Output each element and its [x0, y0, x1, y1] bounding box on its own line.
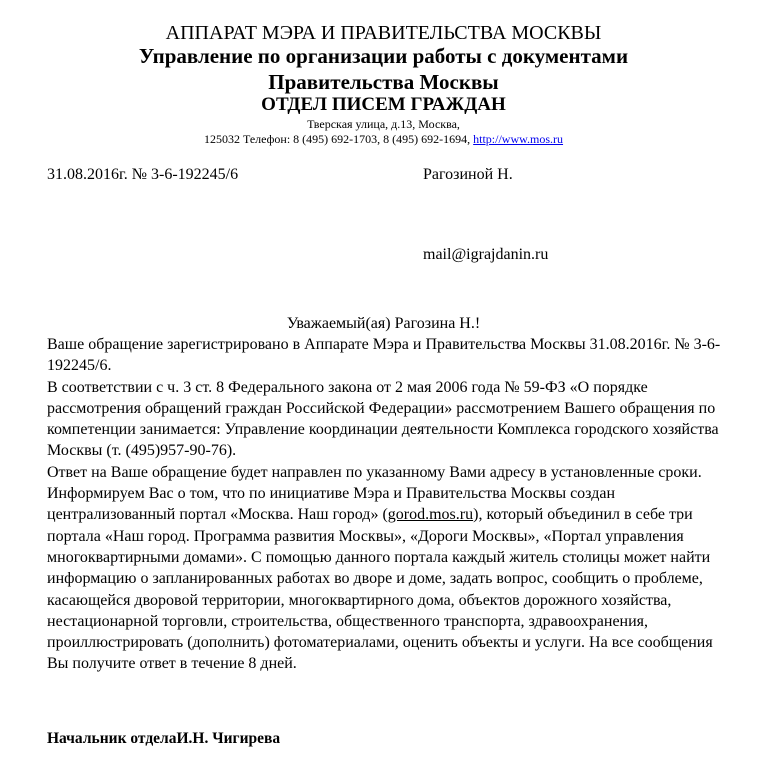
paragraph-competence: В соответствии с ч. 3 ст. 8 Федерального закона от 2 мая 2006 года № 59-ФЗ «О порядке рассмотрения обращений граждан Российской Федерации» рассмотрением Вашего обращения по компетенции занимается: Управление координации деятельности Комплекса городского хозяйства Москвы (т. (495)957-90-76).	[47, 378, 719, 460]
header-division: ОТДЕЛ ПИСЕМ ГРАЖДАН	[261, 94, 506, 115]
header-department: Управление по организации работы с документами	[138, 44, 629, 68]
header-address: Тверская улица, д.13, Москва,	[307, 117, 460, 131]
portal-text-start: Информируем Вас о том, что по инициативе Мэра и Правительства Москвы создан централизованный портал «Москва. Наш город» (	[47, 485, 616, 524]
paragraph-response: Ответ на Ваше обращение будет направлен по указанному Вами адресу в установленные сроки.	[47, 463, 702, 481]
recipient-name: Рагозиной Н.	[423, 166, 513, 183]
header-organization: АППАРАТ МЭРА И ПРАВИТЕЛЬСТВА МОСКВЫ	[165, 22, 602, 44]
greeting: Уважаемый(ая) Рагозина Н.!	[286, 315, 481, 332]
header-government: Правительства Москвы	[268, 70, 499, 94]
portal-link[interactable]: gorod.mos.ru	[387, 506, 474, 524]
paragraph-registration: Ваше обращение зарегистрировано в Аппарате Мэра и Правительства Москвы 31.08.2016г. № 3-6-192245/6.	[47, 336, 721, 375]
letter-body	[47, 334, 727, 675]
portal-text-end: ), который объединил в себе три портала «Наш город. Программа развития Москвы», «Дороги Москвы», «Портал управления многоквартирными домами». С помощью данного портала каждый житель столицы может найти информацию о запланированных работах во дворе и доме, задать вопрос, сообщить о проблеме, касающейся дворовой территории, многоквартирного дома, объектов дорожного хозяйства, нестационарной торговли, строительства, общественного транспорта, здравоохранения, проиллюстрировать (дополнить) фотоматериалами, оценить объекты и услуги. На все сообщения Вы получите ответ в течение 8 дней.	[47, 506, 713, 673]
header-phones: 125032 Телефон: 8 (495) 692-1703, 8 (495) 692-1694,	[203, 132, 474, 146]
date-number: 31.08.2016г. № 3-6-192245/6	[47, 166, 239, 183]
header-contacts	[0, 132, 767, 146]
website-link[interactable]: http://www.mos.ru	[473, 132, 564, 146]
recipient-email: mail@igrajdanin.ru	[423, 246, 549, 263]
paragraph-portal	[47, 483, 727, 675]
signature: Начальник отделаИ.Н. Чигирева	[47, 730, 281, 747]
